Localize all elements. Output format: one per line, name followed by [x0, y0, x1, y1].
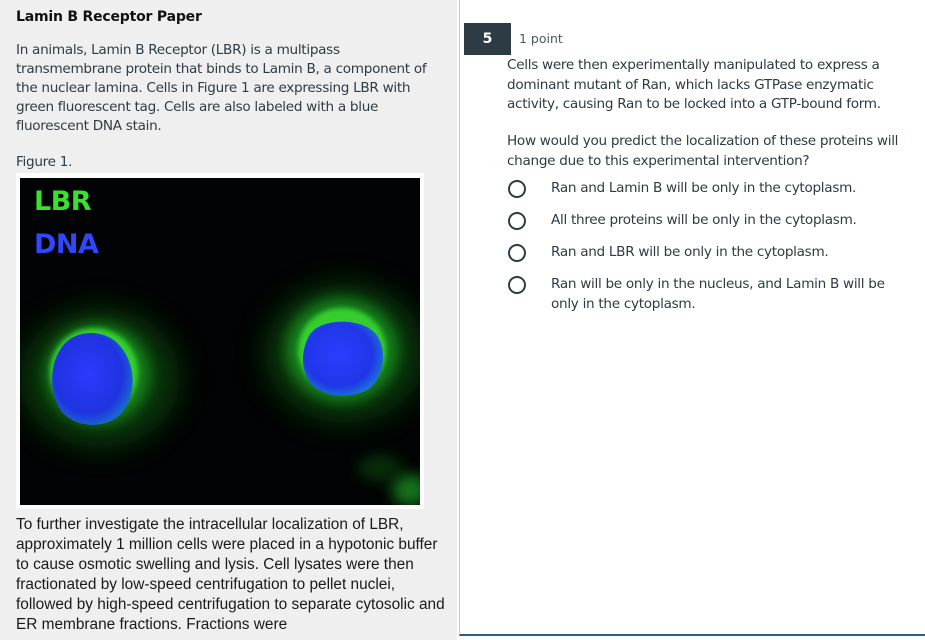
answer-option-label: Ran and Lamin B will be only in the cytoplasm.	[551, 180, 857, 196]
radio-button[interactable]	[508, 244, 526, 262]
question-points: 1 point	[519, 31, 563, 46]
radio-button[interactable]	[508, 276, 526, 294]
answer-option-label: All three proteins will be only in the cytoplasm.	[551, 212, 857, 228]
answer-option-label: Ran will be only in the nucleus, and Lamin B will be only in the cytoplasm.	[551, 276, 885, 312]
passage-followup: To further investigate the intracellular localization of LBR, approximately 1 million cells were placed in a hypotonic buffer to cause osmotic swelling and lysis. Cell lysates were then fractionated by low-speed centrifugation to pellet nuclei, followed by high-speed centrifugation to separate cytosolic and ER membrane fractions. Fractions were	[16, 516, 445, 633]
figure-label-dna: DNA	[34, 229, 99, 260]
figure-label-lbr: LBR	[34, 186, 92, 217]
question-prompt: How would you predict the localization of these proteins will change due to this experimental intervention?	[507, 133, 899, 169]
answer-option-label: Ran and LBR will be only in the cytoplasm.	[551, 244, 829, 260]
passage-title: Lamin B Receptor Paper	[16, 9, 202, 25]
radio-button[interactable]	[508, 212, 526, 230]
question-number-badge: 5	[464, 23, 511, 55]
figure-1-micrograph	[20, 178, 420, 505]
passage-panel	[0, 0, 457, 640]
figure-caption: Figure 1.	[16, 154, 73, 170]
question-stem: Cells were then experimentally manipulated to express a dominant mutant of Ran, which lacks GTPase enzymatic activity, causing Ran to be locked into a GTP-bound form.	[507, 57, 881, 112]
micrograph-image	[20, 178, 420, 505]
radio-button[interactable]	[508, 180, 526, 198]
passage-intro: In animals, Lamin B Receptor (LBR) is a multipass transmembrane protein that binds to Lamin B, a component of the nuclear lamina. Cells in Figure 1 are expressing LBR with green fluorescent tag. Cells are also labeled with a blue fluorescent DNA stain.	[16, 42, 427, 134]
